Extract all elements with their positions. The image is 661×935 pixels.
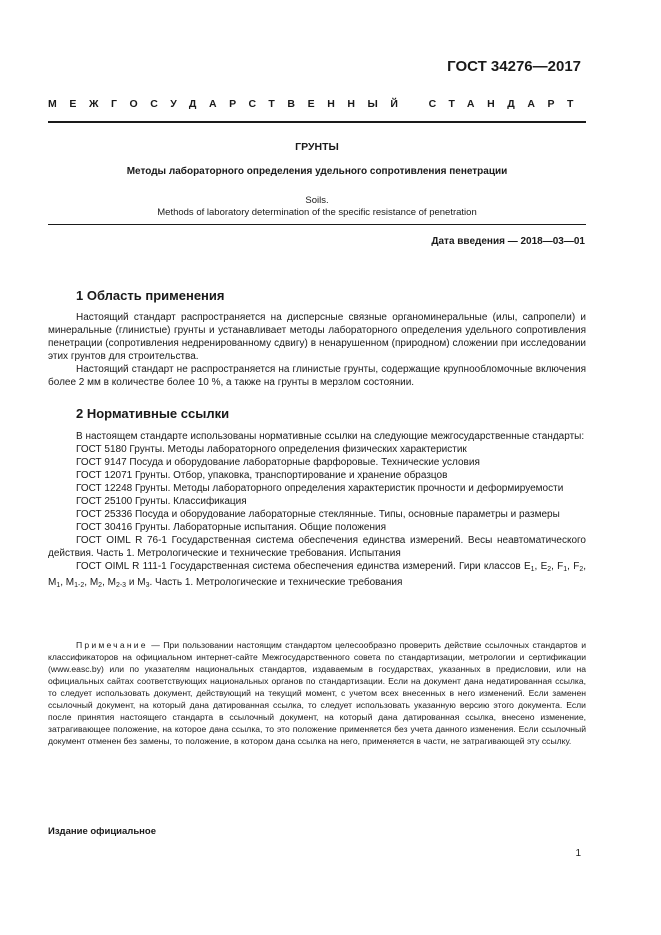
oiml-111-suffix: . Часть 1. Метрологические и технические требования [149,577,403,588]
section-2-heading: 2 Нормативные ссылки [76,406,230,421]
section-1-heading: 1 Область применения [76,288,225,303]
standard-subtitle: Методы лабораторного определения удельного сопротивления пенетрации [126,166,508,177]
note-paragraph [48,639,586,747]
reference-item: ГОСТ 30416 Грунты. Лабораторные испытания. Общие положения [76,522,386,533]
section-2-body [48,430,586,592]
reference-item: ГОСТ 25100 Грунты. Классификация [76,496,247,507]
header-rule [48,121,586,123]
weight-classes: $E_1$, $E_2$, $F_1$, $F_2$, $M_1$, $M_{1-2}$, $M_2$, $M_{2-3}$ и $M_3$ [48,561,586,589]
section-1-paragraph: Настоящий стандарт распространяется на дисперсные связные органоминеральные (илы, сапропели) и минеральные (глинистые) грунты и устанавливает методы лабораторного определения удельного сопротивления пенетрации (сопротивления недренированному сдвигу) в ненарушенном (природном) сложении при исследовании этих грунтов для строительства. [48,312,586,362]
page-number: 1 [575,848,581,859]
reference-item: ГОСТ 5180 Грунты. Методы лабораторного определения физических характеристик [76,444,467,455]
title-rule [48,224,586,225]
section-1-paragraph: Настоящий стандарт не распространяется на глинистые грунты, содержащие крупнообломочные включения более 2 мм в количестве более 10 %, а также на грунты в мерзлом состоянии. [48,364,586,388]
oiml-111-prefix: ГОСТ OIML R 111-1 Государственная система обеспечения единства измерений. Гири классов [76,561,524,572]
reference-note [48,639,586,747]
reference-item: ГОСТ 25336 Посуда и оборудование лабораторные стеклянные. Типы, основные параметры и размеры [76,509,560,520]
reference-item-oiml-111 [48,560,586,592]
interstate-standard-banner [48,98,586,110]
official-edition-label: Издание официальное [48,826,156,837]
interstate-word: МЕЖГОСУДАРСТВЕННЫЙ [48,98,411,110]
reference-item: ГОСТ 12248 Грунты. Методы лабораторного определения характеристик прочности и деформируемости [76,483,564,494]
section-2-intro: В настоящем стандарте использованы нормативные ссылки на следующие межгосударственные стандарты: [76,431,585,442]
standard-title: ГРУНТЫ [295,141,339,153]
standard-word: СТАНДАРТ [428,98,586,110]
english-title: Soils. [305,195,329,206]
introduction-date: Дата введения — 2018—03—01 [431,236,585,247]
section-1-body [48,311,586,389]
note-label: Примечание [76,640,148,650]
reference-item: ГОСТ OIML R 76-1 Государственная система обеспечения единства измерений. Весы неавтоматического действия. Часть 1. Метрологические и технические требования. Испытания [48,535,586,559]
english-subtitle: Methods of laboratory determination of the specific resistance of penetration [157,207,477,218]
note-text: — При пользовании настоящим стандартом целесообразно проверить действие ссылочных стандартов и классификаторов на официальном интернет-сайте Межгосударственного совета по стандартизации, метрологии и сертификации (www.easc.by) или по указателям национальных стандартов, издаваемым в государствах, указанных в предисловии, или на официальных сайтах соответствующих национальных органов по стандартизации. Если на документ дана недатированная ссылка, то следует использовать документ, действующий на текущий момент, с учетом всех внесенных в него изменений. Если заменен ссылочный документ, на который дана датированная ссылка, то следует использовать указанную версию этого документа. Если после принятия настоящего стандарта в ссылочный документ, на который дана датированная ссылка, внесено изменение, затрагивающее положение, на которое дана ссылка, то это положение применяется без учета данного изменения. Если ссылочный документ отменен без замены, то положение, в котором дана ссылка на него, применяется в части, не затрагивающей эту ссылку. [48,640,586,746]
reference-item: ГОСТ 9147 Посуда и оборудование лабораторные фарфоровые. Технические условия [76,457,480,468]
reference-item: ГОСТ 12071 Грунты. Отбор, упаковка, транспортирование и хранение образцов [76,470,448,481]
gost-code: ГОСТ 34276—2017 [447,58,581,75]
